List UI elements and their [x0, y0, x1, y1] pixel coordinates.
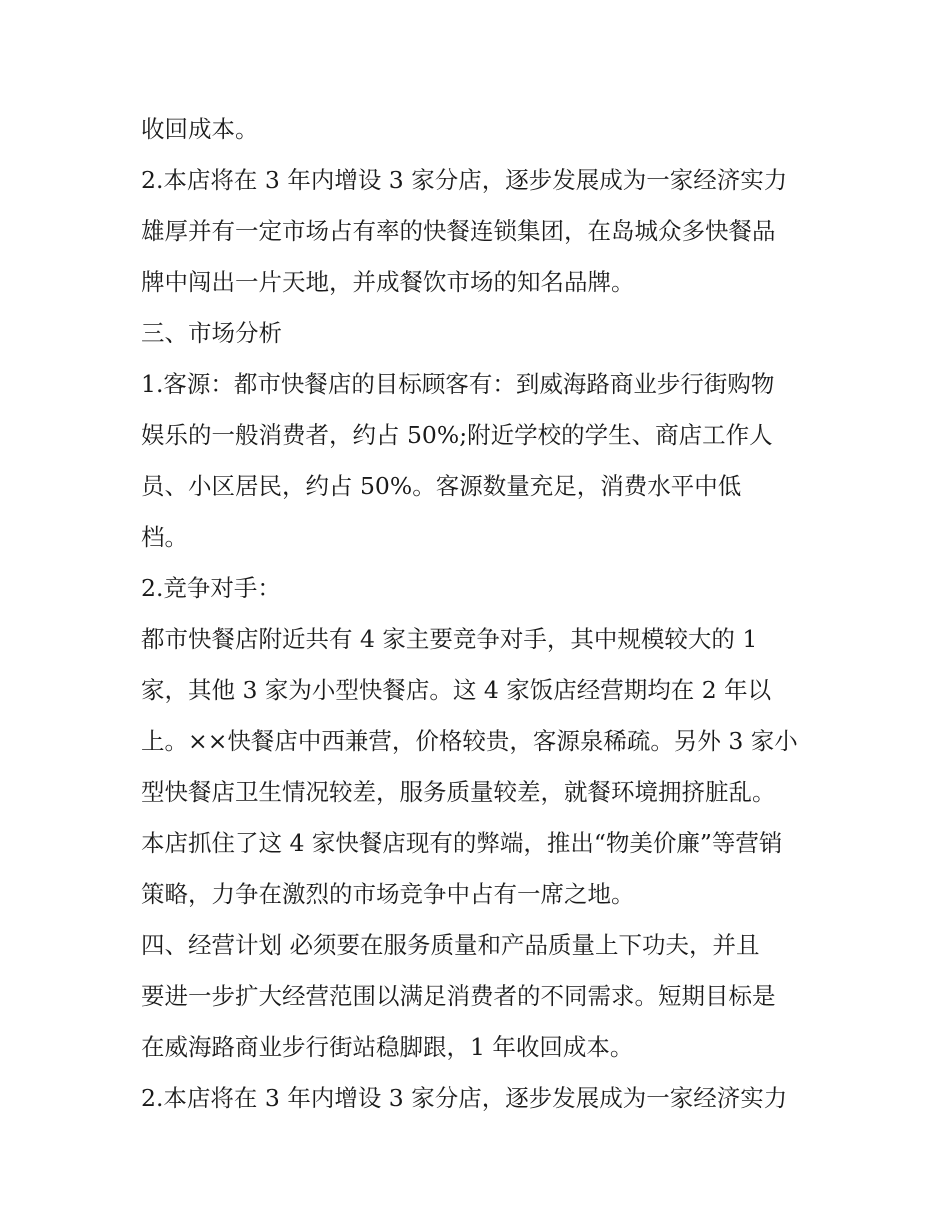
text-line-8: 员、小区居民，约占 50%。客源数量充足，消费水平中低	[141, 472, 742, 500]
text-line-1: 收回成本。	[141, 115, 259, 143]
text-line-7: 娱乐的一般消费者，约占 50%;附近学校的学生、商店工作人	[141, 421, 773, 449]
text-line-16: 策略，力争在激烈的市场竞争中占有一席之地。	[141, 880, 635, 908]
text-line-4: 牌中闯出一片天地，并成餐饮市场的知名品牌。	[141, 268, 635, 296]
text-line-14: 型快餐店卫生情况较差，服务质量较差，就餐环境拥挤脏乱。	[141, 778, 776, 806]
text-line-13: 上。××快餐店中西兼营，价格较贵，客源泉稀疏。另外 3 家小	[141, 727, 798, 755]
section-heading-business-plan: 四、经营计划 必须要在服务质量和产品质量上下功夫，并且	[141, 931, 760, 959]
text-line-19: 在威海路商业步行街站稳脚跟，1 年收回成本。	[141, 1033, 634, 1061]
text-line-6: 1.客源：都市快餐店的目标顾客有：到威海路商业步行街购物	[141, 370, 775, 398]
text-line-18: 要进一步扩大经营范围以满足消费者的不同需求。短期目标是	[141, 982, 776, 1010]
text-line-9: 档。	[141, 523, 188, 551]
text-line-11: 都市快餐店附近共有 4 家主要竞争对手，其中规模较大的 1	[141, 625, 758, 653]
text-line-12: 家，其他 3 家为小型快餐店。这 4 家饭店经营期均在 2 年以	[141, 676, 772, 704]
text-line-2: 2.本店将在 3 年内增设 3 家分店，逐步发展成为一家经济实力	[141, 166, 788, 194]
text-line-20: 2.本店将在 3 年内增设 3 家分店，逐步发展成为一家经济实力	[141, 1084, 788, 1112]
text-line-3: 雄厚并有一定市场占有率的快餐连锁集团，在岛城众多快餐品	[141, 217, 776, 245]
section-heading-market-analysis: 三、市场分析	[141, 319, 282, 347]
subheading-competitors: 2.竞争对手：	[141, 574, 281, 602]
text-line-15: 本店抓住了这 4 家快餐店现有的弊端，推出“物美价廉”等营销	[141, 829, 783, 857]
